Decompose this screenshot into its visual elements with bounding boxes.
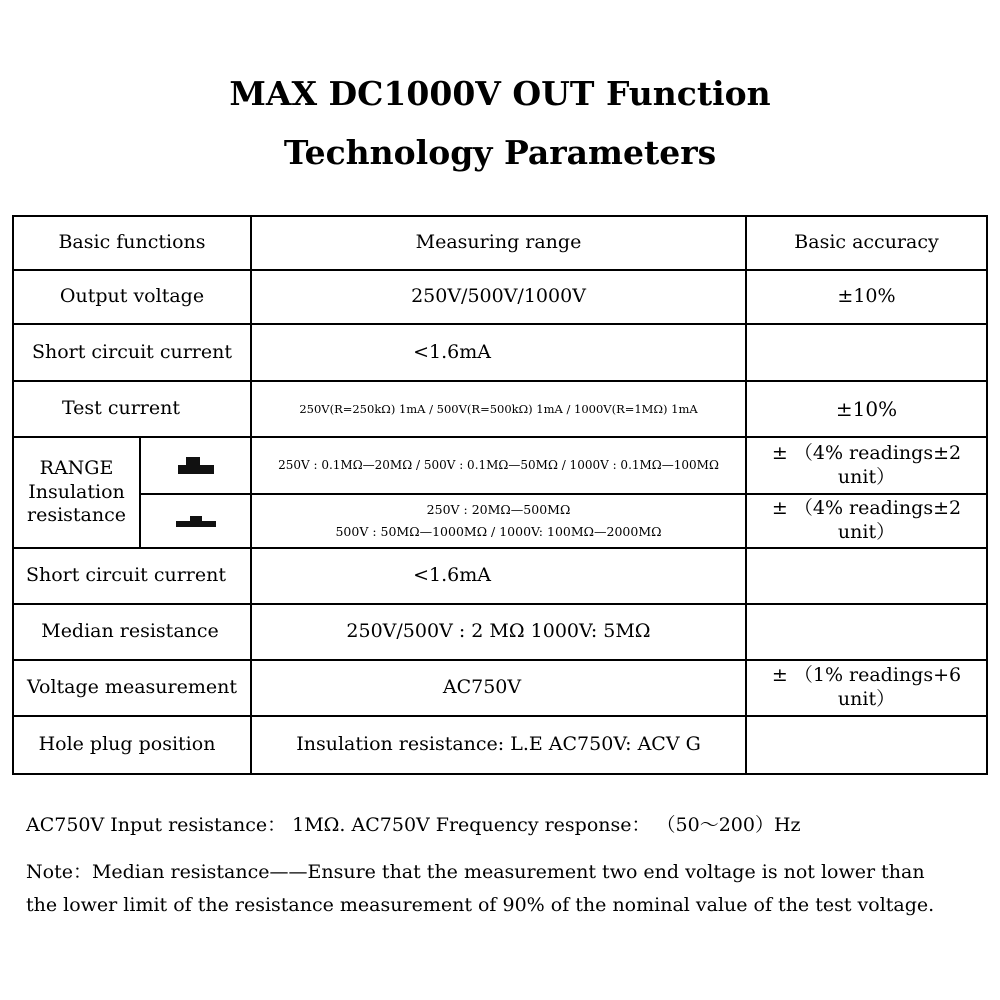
insulation-label-line2: Insulation <box>28 480 125 503</box>
function-cell: Hole plug position <box>38 733 216 756</box>
document-title: MAX DC1000V OUT Function <box>229 74 771 113</box>
range-cell <box>252 495 745 547</box>
median-resistance-note-continued: the lower limit of the resistance measurement of 90% of the nominal value of the test voltage. <box>26 894 935 916</box>
input-resistance-note: AC750V Input resistance： 1MΩ. AC750V Frequency response： （50～200）Hz <box>26 814 801 836</box>
function-cell: Output voltage <box>59 285 205 308</box>
range-cell: <1.6mA <box>413 564 491 587</box>
range-line: 250V : 20MΩ—500MΩ <box>426 501 571 517</box>
function-cell: Test current <box>61 397 181 420</box>
accuracy-cell: ± （1% readings+6 unit） <box>771 664 962 710</box>
accuracy-cell: ± （4% readings±2 unit） <box>771 441 962 488</box>
header-basic-accuracy: Basic accuracy <box>794 231 939 254</box>
switch-high-icon <box>174 455 218 477</box>
document-subtitle: Technology Parameters <box>283 133 717 172</box>
function-cell: Short circuit current <box>25 564 227 587</box>
function-cell: Median resistance <box>41 620 219 643</box>
insulation-resistance-label <box>14 438 139 547</box>
range-cell: 250V/500V : 2 MΩ 1000V: 5MΩ <box>346 620 651 643</box>
range-cell: <1.6mA <box>413 340 491 363</box>
range-cell: 250V(R=250kΩ) 1mA / 500V(R=500kΩ) 1mA / 1000V(R=1MΩ) 1mA <box>299 401 698 416</box>
function-cell: Voltage measurement <box>27 676 237 699</box>
accuracy-cell <box>747 717 986 773</box>
accuracy-cell: ± （4% readings±2 unit） <box>771 497 962 543</box>
accuracy-cell: ±10% <box>837 285 896 308</box>
insulation-label-line3: resistance <box>27 504 126 527</box>
range-cell: 250V : 0.1MΩ—20MΩ / 500V : 0.1MΩ—50MΩ / 1000V : 0.1MΩ—100MΩ <box>278 458 719 472</box>
range-cell: Insulation resistance: L.E AC750V: ACV G <box>296 733 701 756</box>
range-cell: 250V/500V/1000V <box>411 285 586 308</box>
range-switch-high-cell <box>141 438 250 493</box>
range-cell: AC750V <box>442 676 522 699</box>
insulation-label-line1: RANGE <box>39 456 114 479</box>
parameters-table <box>12 215 988 775</box>
accuracy-cell: ±10% <box>835 396 898 421</box>
accuracy-cell <box>747 325 986 380</box>
range-line: 500V : 50MΩ—1000MΩ / 1000V: 100MΩ—2000MΩ <box>335 524 662 539</box>
function-cell: Short circuit current <box>31 340 233 363</box>
range-switch-low-cell <box>141 495 250 547</box>
median-resistance-note: Note：Median resistance——Ensure that the measurement two end voltage is not lower than <box>26 861 925 883</box>
switch-low-icon <box>174 510 218 532</box>
header-basic-functions: Basic functions <box>58 231 206 254</box>
accuracy-cell <box>747 549 986 603</box>
accuracy-cell <box>747 605 986 659</box>
header-measuring-range: Measuring range <box>415 231 582 254</box>
